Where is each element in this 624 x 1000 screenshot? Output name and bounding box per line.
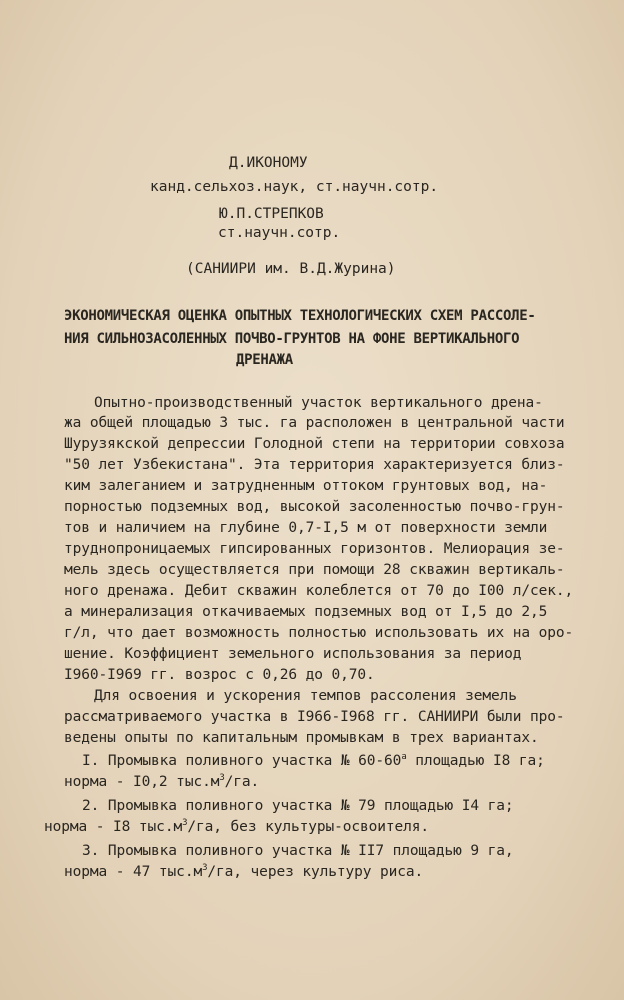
body-line: жа общей площадью 3 тыс. га расположен в центральной части (64, 415, 565, 431)
list-item-3: 3. Промывка поливного участка № II7 площадью 9 га, (82, 843, 514, 859)
body-line: Для освоения и ускорения темпов рассоления земель (94, 688, 517, 704)
author1-title: канд.сельхоз.наук, ст.научн.сотр. (150, 179, 439, 195)
body-line: г/л, что дает возможность полностью использовать их на оро- (64, 625, 574, 641)
body-line: ким залеганием и затрудненным оттоком грунтовых вод, на- (64, 478, 548, 494)
list-item-2-norm: норма - I8 $тыс.м^3/га$, без культуры-освоителя. (44, 818, 430, 835)
body-line: а минерализация откачиваемых подземных вод от I,5 до 2,5 (64, 604, 548, 620)
title-line-2: НИЯ СИЛЬНОЗАСОЛЕННЫХ ПОЧВО-ГРУНТОВ НА ФОНЕ ВЕРТИКАЛЬНОГО (64, 331, 520, 347)
body-line: порностью подземных вод, высокой засоленностью почво-грун- (64, 499, 565, 515)
author2-title: ст.научн.сотр. (218, 225, 341, 241)
author2-name: Ю.П.СТРЕПКОВ (219, 206, 324, 222)
author1-name: Д.ИКОНОМУ (229, 155, 308, 171)
body-line: шение. Коэффициент земельного использования за период (64, 646, 522, 662)
title-line-1: ЭКОНОМИЧЕСКАЯ ОЦЕНКА ОПЫТНЫХ ТЕХНОЛОГИЧЕСКИХ СХЕМ РАССОЛЕ- (64, 308, 536, 324)
list-item-1: I. Промывка поливного участка № $60-60^а$ площадью I8 га; (82, 752, 545, 769)
body-line: Опытно-производственный участок вертикального дрена- (94, 395, 543, 411)
list-item-2: 2. Промывка поливного участка № 79 площадью I4 га; (82, 798, 514, 814)
list-item-3-norm: норма - 47 $тыс.м^3/га$, через культуру риса. (64, 863, 424, 880)
body-line: Шурузякской депрессии Голодной степи на территории совхоза (64, 436, 565, 452)
institution: (САНИИРИ им. В.Д.Журина) (186, 261, 396, 277)
body-line: "50 лет Узбекистана". Эта территория характеризуется близ- (64, 457, 565, 473)
list-item-1-norm: норма - I0,2 $тыс.м^3/га$. (64, 773, 260, 790)
body-line: тов и наличием на глубине 0,7-I,5 м от поверхности земли (64, 520, 548, 536)
body-line: ного дренажа. Дебит скважин колеблется от 70 до I00 л/сек., (64, 583, 574, 599)
body-line: мель здесь осуществляется при помощи 28 скважин вертикаль- (64, 562, 565, 578)
title-line-3: ДРЕНАЖА (236, 352, 293, 368)
body-line: ведены опыты по капитальным промывкам в трех вариантах. (64, 730, 539, 746)
body-line: I960-I969 гг. возрос с 0,26 до 0,70. (64, 667, 375, 683)
body-line: труднопроницаемых гипсированных горизонтов. Мелиорация зе- (64, 541, 565, 557)
body-line: рассматриваемого участка в I966-I968 гг. САНИИРИ были про- (64, 709, 565, 725)
